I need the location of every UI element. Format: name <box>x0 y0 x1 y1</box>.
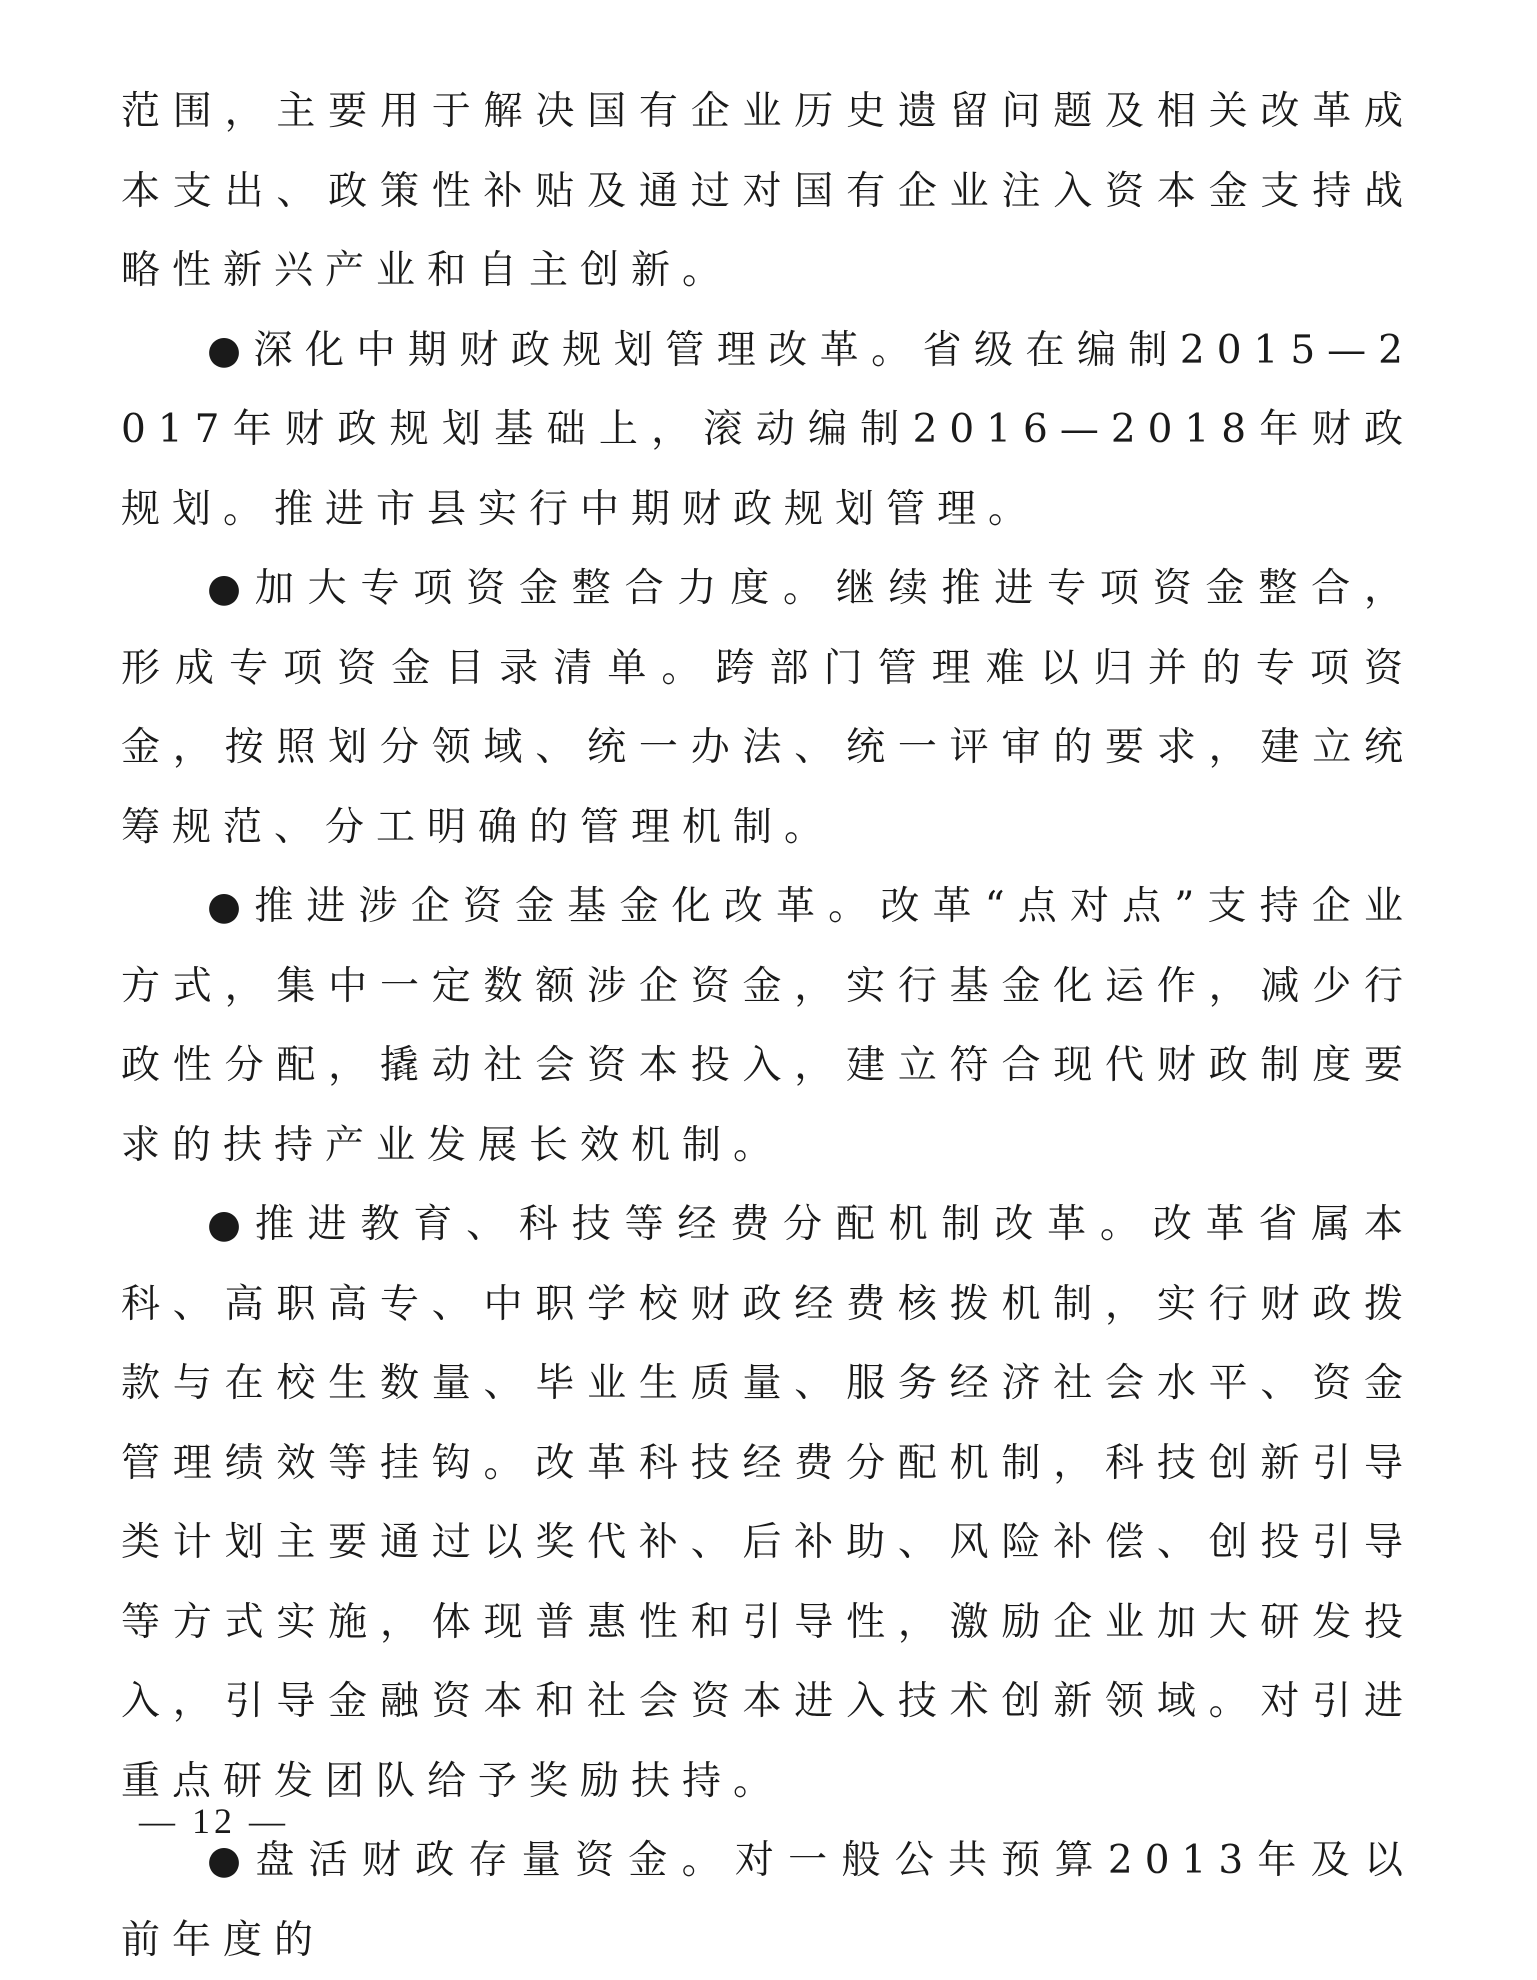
paragraph-education-tech-funding: ●推进教育、科技等经费分配机制改革。改革省属本科、高职高专、中职学校财政经费核拨机制，实行财政拨款与在校生数量、毕业生质量、服务经济社会水平、资金管理绩效等挂钩。改革科技经费分配机制，科技创新引导类计划主要通过以奖代补、后补助、风险补偿、创投引导等方式实施，体现普惠性和引导性，激励企业加大研发投入，引导金融资本和社会资本进入技术创新领域。对引进重点研发团队给予奖励扶持。 <box>121 1202 1415 1804</box>
paragraph-enterprise-funds-reform: ●推进涉企资金基金化改革。改革“点对点”支持企业方式，集中一定数额涉企资金，实行基金化运作，减少行政性分配，撬动社会资本投入，建立符合现代财政制度要求的扶持产业发展长效机制。 <box>121 884 1415 1168</box>
document-body <box>121 72 1415 1980</box>
paragraph-continuation: 范围，主要用于解决国有企业历史遗留问题及相关改革成本支出、政策性补贴及通过对国有企业注入资本金支持战略性新兴产业和自主创新。 <box>121 89 1415 293</box>
paragraph-special-funds-integration: ●加大专项资金整合力度。继续推进专项资金整合，形成专项资金目录清单。跨部门管理难以归并的专项资金，按照划分领域、统一办法、统一评审的要求，建立统筹规范、分工明确的管理机制。 <box>121 566 1415 850</box>
page-number: — 12 — <box>139 1801 289 1841</box>
paragraph-revitalize-fiscal-funds: ●盘活财政存量资金。对一般公共预算2013年及以前年度的 <box>121 1838 1415 1963</box>
paragraph-mid-term-fiscal-planning: ●深化中期财政规划管理改革。省级在编制2015—2017年财政规划基础上，滚动编制2016—2018年财政规划。推进市县实行中期财政规划管理。 <box>121 327 1415 532</box>
